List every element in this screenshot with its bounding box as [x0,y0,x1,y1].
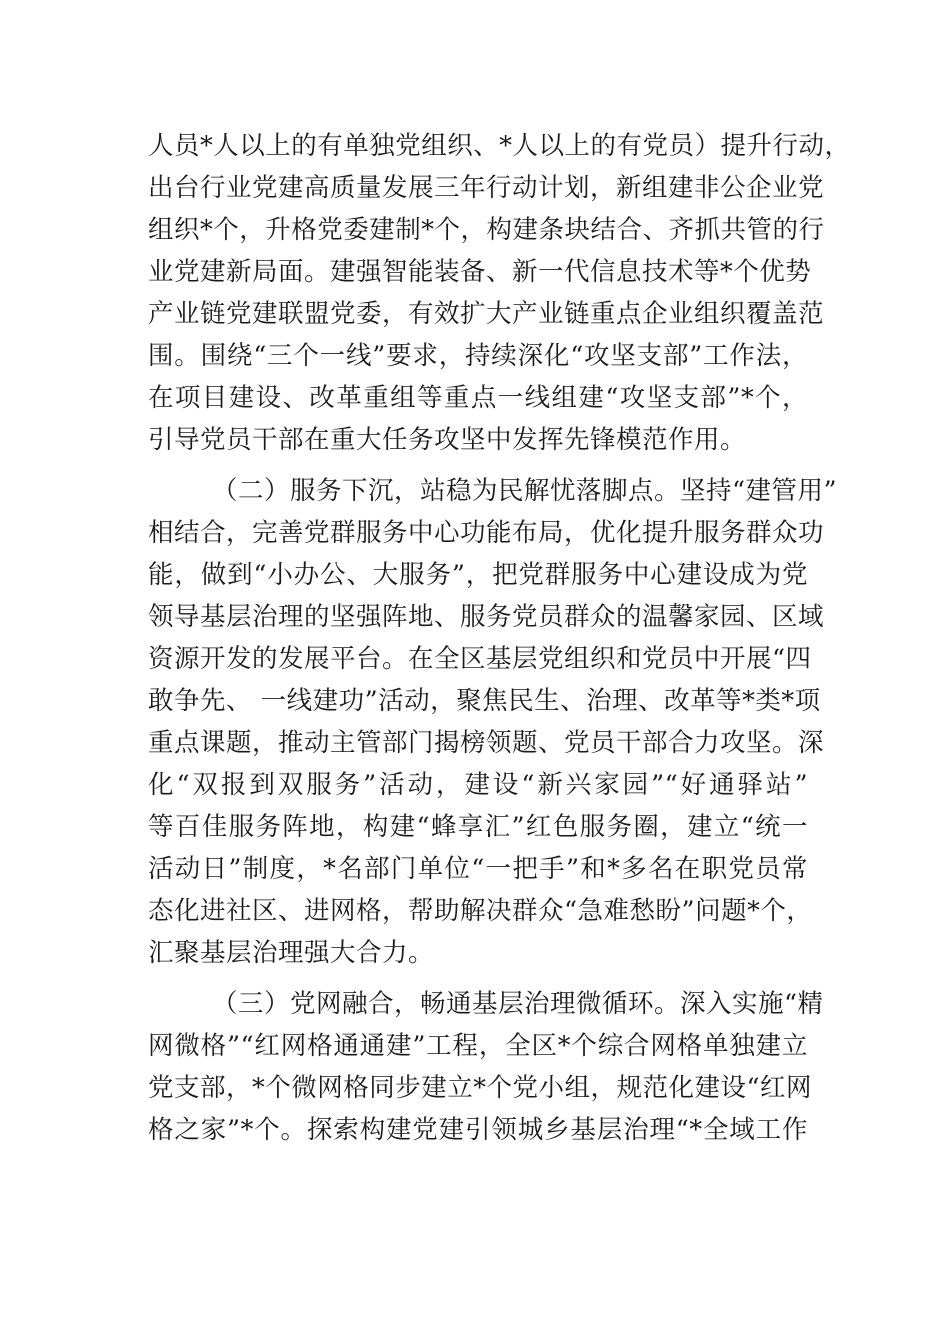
text-line: 组织*个，升格党委建制*个，构建条块结合、齐抓共管的行 [148,215,825,245]
text-line: 党支部，*个微网格同步建立*个党小组，规范化建设“红网 [148,1073,813,1103]
text-line: 产业链党建联盟党委，有效扩大产业链重点企业组织覆盖范 [148,299,825,329]
text-line: 业党建新局面。建强智能装备、新一代信息技术等*个优势 [148,257,812,287]
text-line: 格之家”*个。探索构建党建引领城乡基层治理“*全域工作 [148,1115,808,1145]
text-line: 汇聚基层治理强大合力。 [148,938,435,968]
text-line: 活动日”制度，*名部门单位“一把手”和*多名在职党员常 [148,854,808,884]
text-line: 态化进社区、进网格，帮助解决群众“急难愁盼”问题*个， [148,896,813,926]
text-line: 相结合，完善党群服务中心功能布局，优化提升服务群众功 [148,518,825,548]
text-line: 重点课题，推动主管部门揭榜领题、党员干部合力攻坚。深 [148,728,825,758]
text-line: 资源开发的发展平台。在全区基层党组织和党员中开展“四 [148,644,812,674]
text-line: 网微格”“红网格通通建”工程，全区*个综合网格单独建立 [148,1031,808,1061]
text-line: 领导基层治理的坚强阵地、服务党员群众的温馨家园、区域 [148,602,825,632]
text-line: 围。围绕“三个一线”要求，持续深化“攻坚支部”工作法， [148,341,808,371]
text-line: 敢争先、 一线建功”活动，聚焦民生、治理、改革等*类*项 [148,686,821,716]
text-line: 化“双报到双服务”活动，建设“新兴家园”“好通驿站” [148,770,808,800]
text-line: 在项目建设、改革重组等重点一线组建“攻坚支部”*个， [148,383,808,413]
text-line: 能，做到“小办公、大服务”，把党群服务中心建设成为党 [148,560,808,590]
section-heading-line: （二）服务下沉，站稳为民解忧落脚点。坚持“建管用” [212,476,838,506]
text-line: 等百佳服务阵地，构建“蜂享汇”红色服务圈，建立“统一 [148,812,808,842]
text-line: 引导党员干部在重大任务攻坚中发挥先锋模范作用。 [148,425,747,455]
text-line: 人员*人以上的有单独党组织、*人以上的有党员）提升行动， [148,131,851,161]
text-line: 出台行业党建高质量发展三年行动计划，新组建非公企业党 [148,173,825,203]
section-heading-line: （三）党网融合，畅通基层治理微循环。深入实施“精 [212,989,824,1019]
